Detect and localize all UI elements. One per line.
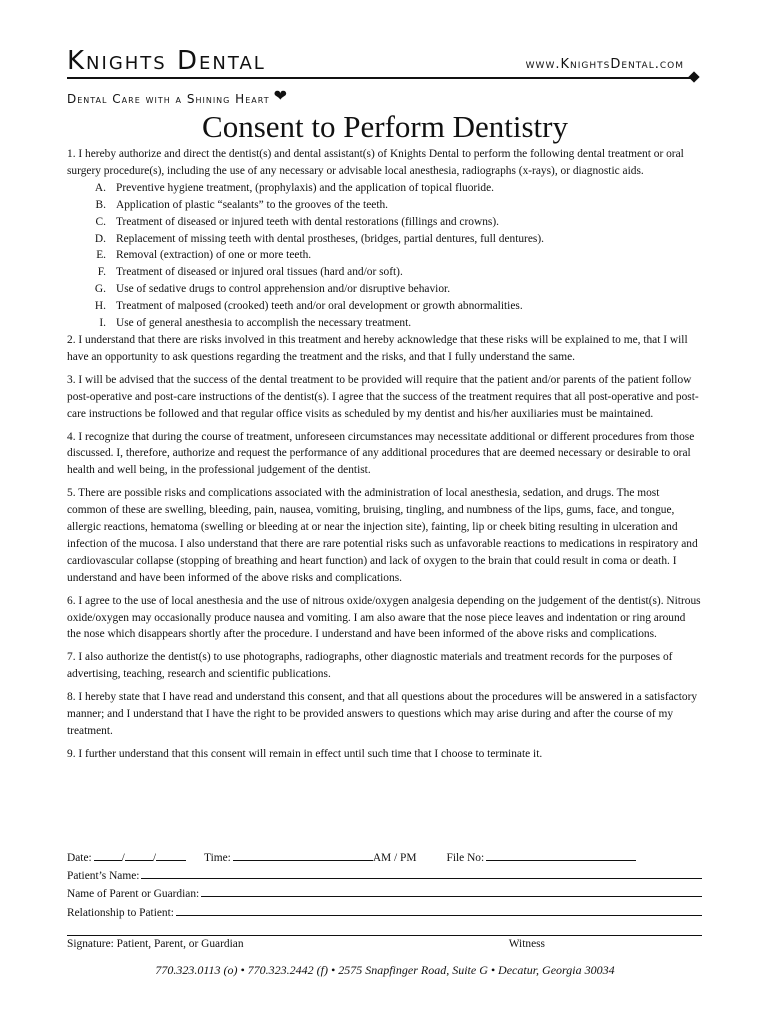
item-text: Preventive hygiene treatment, (prophylaxis) and the application of topical fluoride.	[116, 181, 494, 194]
procedure-item	[67, 315, 702, 332]
item-text: Treatment of diseased or injured oral tissues (hard and/or soft).	[116, 266, 403, 279]
item-letter: G.	[94, 283, 106, 296]
date-separator: /	[152, 852, 157, 864]
header-rule	[67, 77, 692, 79]
signature-labels-row	[67, 936, 702, 953]
date-month-field[interactable]	[94, 849, 122, 861]
tagline-text: Dental Care with a Shining Heart	[67, 92, 270, 106]
procedure-item	[67, 214, 702, 231]
tagline	[67, 86, 288, 107]
clause-9: 9. I further understand that this consent will remain in effect until such time that I choose to terminate it.	[67, 747, 543, 760]
time-field[interactable]	[233, 849, 373, 861]
relationship-label: Relationship to Patient:	[67, 906, 174, 919]
signature-form	[67, 849, 702, 953]
item-letter: A.	[94, 181, 106, 194]
time-label: Time:	[204, 852, 231, 864]
clause-2: 2. I understand that there are risks involved in this treatment and hereby acknowledge that these risks will be explained to me, that I will have an opportunity to ask questions regarding the treatment and the risks, and that I fully understand the same.	[67, 333, 688, 363]
relationship-field[interactable]	[176, 904, 702, 916]
clause-6: 6. I agree to the use of local anesthesia and the use of nitrous oxide/oxygen analgesia depending on the judgement of the dentist(s). Nitrous oxide/oxygen may occasionally produce nausea and vomiting. I am also aware that the nose piece leaves and indentation or ring around the nose which disappears shortly after the procedure. I understand and have been informed of the above risks and complications.	[67, 594, 701, 641]
item-letter: D.	[94, 232, 106, 245]
item-letter: F.	[97, 266, 106, 279]
clause-1: 1. I hereby authorize and direct the dentist(s) and dental assistant(s) of Knights Dental to perform the following dental treatment or oral surgery procedure(s), including the use of any necessary or advisable local anesthesia, radiographs (x-rays), or diagnostic aids.	[67, 148, 684, 177]
date-label: Date:	[67, 852, 92, 864]
diamond-icon	[688, 71, 699, 82]
procedure-item	[67, 180, 702, 197]
date-separator: /	[121, 852, 125, 864]
item-text: Use of sedative drugs to control apprehension and/or disruptive behavior.	[116, 283, 451, 296]
item-text: Treatment of diseased or injured teeth with dental restorations (fillings and crowns).	[116, 215, 499, 228]
procedure-item	[67, 197, 702, 214]
heart-icon: ❤	[273, 86, 288, 105]
procedure-item	[67, 264, 702, 281]
contact-footer: 770.323.0113 (o) • 770.323.2442 (f) • 2575 Snapfinger Road, Suite G • Decatur, Georgia 30034	[155, 963, 615, 977]
clause-4: 4. I recognize that during the course of treatment, unforeseen circumstances may necessitate additional or different procedures from those discussed. I, therefore, authorize and request the performance of any additional procedures that are deemed necessary or desirable to oral health and well being, in the professional judgement of the dentist.	[67, 430, 695, 477]
signature-label: Signature: Patient, Parent, or Guardian	[67, 937, 244, 950]
parent-name-field[interactable]	[201, 885, 702, 897]
procedure-item	[67, 281, 702, 298]
parent-name-label: Name of Parent or Guardian:	[67, 888, 200, 901]
date-year-field[interactable]	[156, 849, 186, 861]
website-link[interactable]: www.KnightsDental.com	[525, 57, 684, 72]
clause-8: 8. I hereby state that I have read and understand this consent, and that all questions about the procedures will be answered in a satisfactory manner; and I understand that I have the right to be provided answers to questions which may arise during and after the course of my treatment.	[67, 691, 698, 737]
brand-name: Knights Dental	[67, 46, 266, 76]
item-letter: C.	[95, 215, 106, 228]
patient-name-field[interactable]	[141, 867, 702, 879]
date-day-field[interactable]	[125, 849, 153, 861]
item-text: Use of general anesthesia to accomplish the necessary treatment.	[116, 317, 412, 330]
file-no-field[interactable]	[486, 849, 636, 861]
procedure-item	[67, 231, 702, 248]
item-letter: E.	[96, 249, 106, 262]
date-time-row	[67, 849, 702, 867]
clause-7: 7. I also authorize the dentist(s) to use photographs, radiographs, other diagnostic materials and treatment records for the purposes of advertising, teaching, research and scientific publications.	[67, 651, 673, 681]
item-letter: I.	[99, 317, 106, 330]
patient-row	[67, 867, 702, 885]
relationship-row	[67, 904, 702, 922]
file-no-label: File No:	[446, 852, 485, 864]
procedure-item	[67, 247, 702, 264]
item-text: Treatment of malposed (crooked) teeth and/or oral development or growth abnormalities.	[116, 300, 523, 313]
clause-5: 5. There are possible risks and complications associated with the administration of local anesthesia, sedation, and drugs. The most common of these are swelling, bleeding, pain, nausea, vomiting, bruising, tingling, and numbness of the lips, gums, face, and tongue, allergic reactions, hematoma (swelling or bleeding at or near the injection site), fainting, lip or cheek biting resulting in ulceration and infection of the mucosa. I also understand that there are rare potential risks such as unfavorable reactions to medications in respiratory and cardiovascular collapse (stopping of breathing and heart function) and lack of oxygen to the brain that could result in coma or death. I understand and have been informed of the above risks and complications.	[67, 487, 698, 584]
document-title: Consent to Perform Dentistry	[202, 109, 568, 144]
item-text: Removal (extraction) of one or more teeth.	[116, 249, 312, 262]
am-pm-label: AM / PM	[372, 852, 417, 864]
item-letter: H.	[94, 300, 106, 313]
item-text: Application of plastic “sealants” to the grooves of the teeth.	[116, 198, 389, 211]
signature-line[interactable]	[67, 922, 702, 936]
item-text: Replacement of missing teeth with dental prostheses, (bridges, partial dentures, full dentures).	[116, 232, 544, 245]
witness-label: Witness	[508, 937, 545, 950]
procedure-item	[67, 298, 702, 315]
patient-name-label: Patient’s Name:	[67, 870, 140, 883]
consent-body	[67, 146, 702, 763]
parent-row	[67, 885, 702, 903]
item-letter: B.	[95, 198, 106, 211]
procedure-list	[67, 180, 702, 332]
clause-3: 3. I will be advised that the success of the dental treatment to be provided will require that the patient and/or parents of the patient follow post-operative and post-care instructions of the dentist(s). I agree that the success of the treatment requires that all post-operative and post-care instructions be followed and that regular office visits as scheduled by my dentist and his/her auxiliaries must be maintained.	[67, 373, 699, 420]
